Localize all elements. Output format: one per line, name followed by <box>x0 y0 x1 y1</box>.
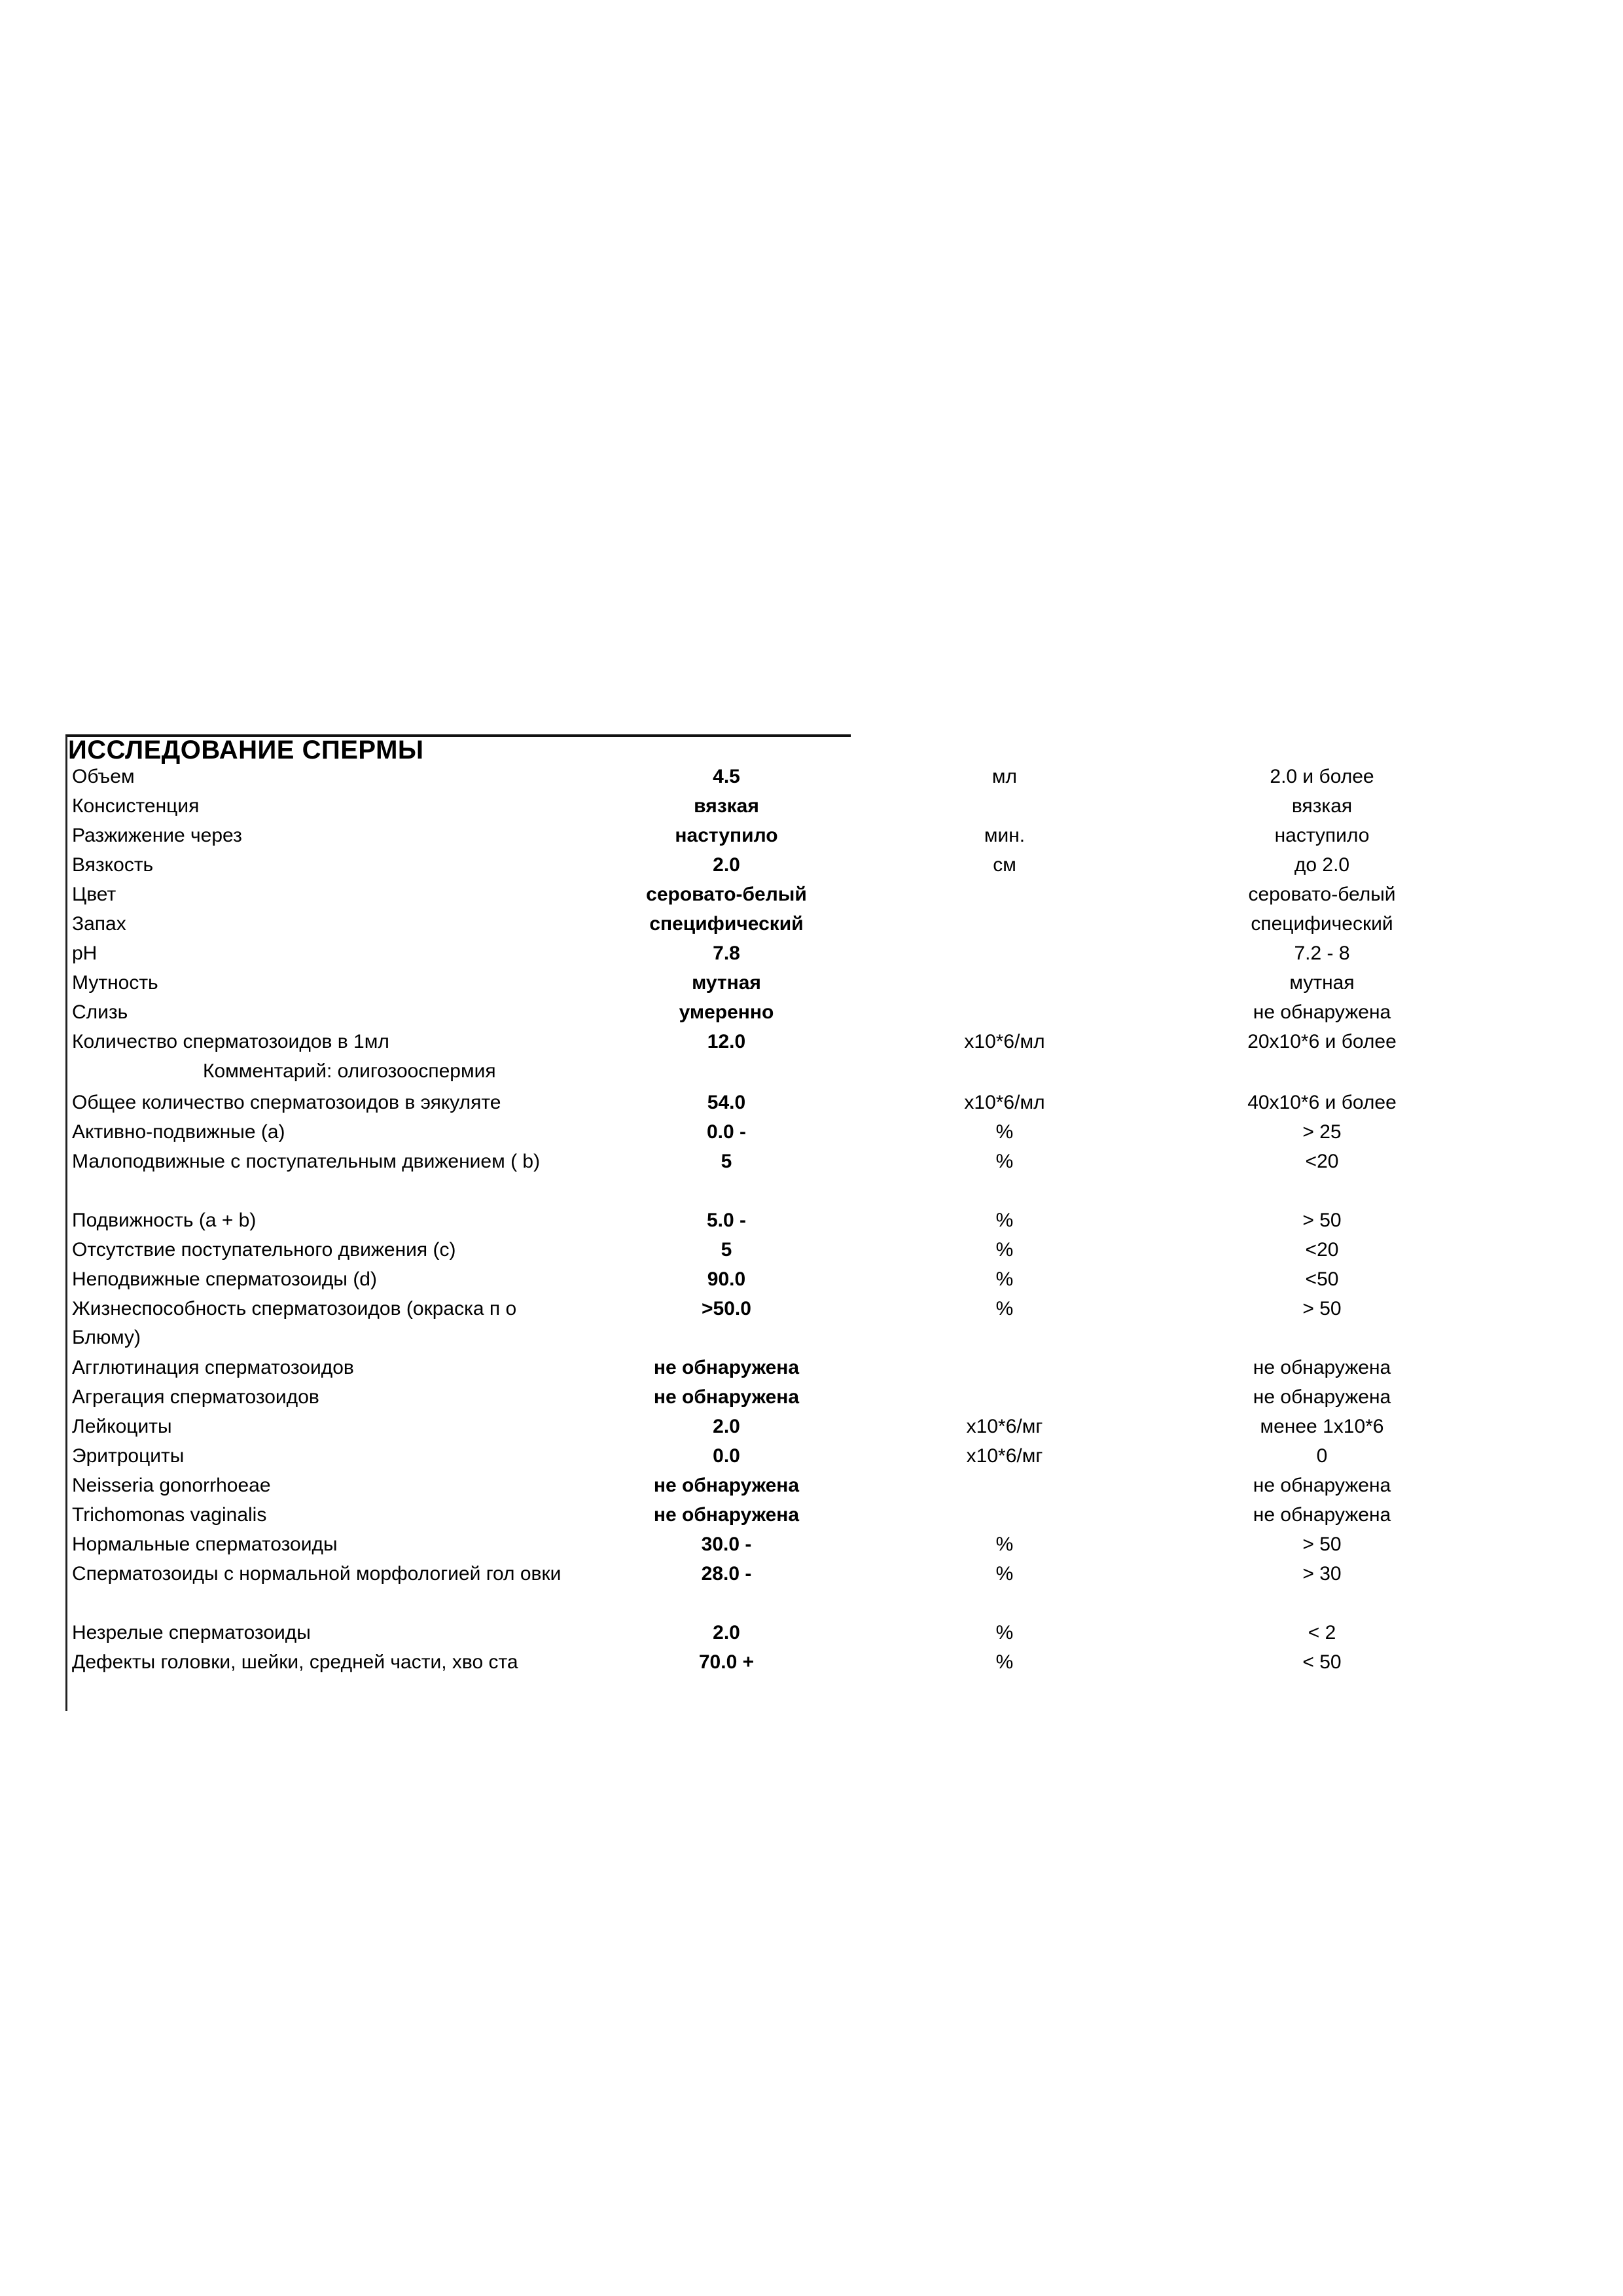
unit: % <box>995 1210 1014 1231</box>
parameter-name: Нормальные сперматозоиды <box>72 1534 338 1555</box>
parameter-name: Лейкоциты <box>72 1416 172 1437</box>
unit: мл <box>991 766 1018 787</box>
result-value: 28.0 - <box>701 1563 752 1585</box>
parameter-name: Запах <box>72 913 126 935</box>
parameter-name: pH <box>72 942 98 964</box>
unit: % <box>995 1151 1014 1172</box>
reference-range: <20 <box>1305 1151 1339 1172</box>
reference-range: не обнаружена <box>1253 1357 1391 1378</box>
parameter-name: Неподвижные сперматозоиды (d) <box>72 1268 377 1290</box>
parameter-name: Сперматозоиды с нормальной морфологией гол овки <box>72 1563 562 1585</box>
reference-range: 0 <box>1316 1445 1328 1467</box>
unit: см <box>993 854 1016 876</box>
result-value: 70.0 + <box>698 1651 755 1673</box>
reference-range: < 2 <box>1308 1622 1336 1643</box>
parameter-name: Незрелые сперматозоиды <box>72 1622 311 1643</box>
result-row <box>0 1295 1623 1347</box>
reference-range: серовато-белый <box>1248 884 1396 905</box>
reference-range: < 50 <box>1302 1651 1342 1673</box>
reference-range: 2.0 и более <box>1270 766 1374 787</box>
result-value: 4.5 <box>713 766 740 787</box>
unit: x10*6/мг <box>966 1445 1043 1467</box>
result-row <box>0 1147 1623 1200</box>
unit: % <box>995 1239 1014 1261</box>
reference-range: 40x10*6 и более <box>1247 1092 1397 1113</box>
parameter-name: Дефекты головки, шейки, средней части, хво ста <box>72 1651 518 1673</box>
parameter-name: Разжижение через <box>72 825 242 846</box>
parameter-name: Слизь <box>72 1001 128 1023</box>
parameter-name: Малоподвижные с поступательным движением ( b) <box>72 1151 541 1172</box>
report-title: ИССЛЕДОВАНИЕ СПЕРМЫ <box>68 736 424 764</box>
result-value: серовато-белый <box>646 884 807 905</box>
parameter-name: Вязкость <box>72 854 154 876</box>
reference-range: <20 <box>1305 1239 1339 1261</box>
result-value: умеренно <box>679 1001 774 1023</box>
unit: % <box>995 1268 1014 1290</box>
result-value: 2.0 <box>713 854 740 876</box>
reference-range: специфический <box>1251 913 1393 935</box>
result-value: 2.0 <box>713 1622 740 1643</box>
parameter-name: Эритроциты <box>72 1445 185 1467</box>
result-value: не обнаружена <box>653 1475 800 1496</box>
result-value: наступило <box>675 825 778 846</box>
result-value: 54.0 <box>707 1092 746 1113</box>
unit: % <box>995 1622 1014 1643</box>
parameter-name: Подвижность (a + b) <box>72 1210 257 1231</box>
reference-range: > 50 <box>1302 1534 1342 1555</box>
reference-range: не обнаружена <box>1253 1504 1391 1526</box>
result-value: мутная <box>692 972 761 994</box>
result-row <box>0 1560 1623 1612</box>
reference-range: мутная <box>1289 972 1355 994</box>
parameter-name: Trichomonas vaginalis <box>72 1504 267 1526</box>
parameter-name: Жизнеспособность сперматозоидов (окраска п о Блюму) <box>72 1298 517 1348</box>
parameter-name: Активно-подвижные (a) <box>72 1121 285 1143</box>
reference-range: до 2.0 <box>1294 854 1350 876</box>
parameter-name: Общее количество сперматозоидов в эякуляте <box>72 1092 501 1113</box>
result-row <box>0 1648 1623 1700</box>
parameter-name: Консистенция <box>72 795 200 817</box>
result-value: 2.0 <box>713 1416 740 1437</box>
parameter-name: Объем <box>72 766 135 787</box>
result-value: вязкая <box>694 795 759 817</box>
reference-range: > 50 <box>1302 1298 1342 1319</box>
reference-range: наступило <box>1274 825 1370 846</box>
parameter-name: Neisseria gonorrhoeae <box>72 1475 271 1496</box>
parameter-name: Цвет <box>72 884 116 905</box>
result-value: 7.8 <box>713 942 740 964</box>
result-value: 5.0 - <box>706 1210 747 1231</box>
result-value: 0.0 <box>713 1445 740 1467</box>
unit: x10*6/мг <box>966 1416 1043 1437</box>
reference-range: менее 1x10*6 <box>1260 1416 1384 1437</box>
unit: мин. <box>984 825 1026 846</box>
unit: % <box>995 1298 1014 1319</box>
result-value: 0.0 - <box>706 1121 747 1143</box>
result-value: специфический <box>649 913 804 935</box>
reference-range: > 30 <box>1302 1563 1342 1585</box>
reference-range: > 25 <box>1302 1121 1342 1143</box>
reference-range: <50 <box>1305 1268 1339 1290</box>
result-value: не обнаружена <box>653 1386 800 1408</box>
parameter-name: Агглютинация сперматозоидов <box>72 1357 354 1378</box>
parameter-name: Отсутствие поступательного движения (c) <box>72 1239 456 1261</box>
unit: % <box>995 1651 1014 1673</box>
reference-range: вязкая <box>1291 795 1353 817</box>
result-value: 5 <box>721 1239 732 1261</box>
unit: % <box>995 1534 1014 1555</box>
reference-range: не обнаружена <box>1253 1475 1391 1496</box>
reference-range: 20x10*6 и более <box>1247 1031 1397 1052</box>
reference-range: не обнаружена <box>1253 1386 1391 1408</box>
reference-range: > 50 <box>1302 1210 1342 1231</box>
parameter-name: Количество сперматозоидов в 1мл <box>72 1031 389 1052</box>
result-value: 30.0 - <box>701 1534 752 1555</box>
parameter-name: Мутность <box>72 972 158 994</box>
result-value: не обнаружена <box>653 1504 800 1526</box>
result-value: не обнаружена <box>653 1357 800 1378</box>
reference-range: 7.2 - 8 <box>1294 942 1350 964</box>
result-value: >50.0 <box>702 1298 751 1319</box>
unit: % <box>995 1121 1014 1143</box>
reference-range: не обнаружена <box>1253 1001 1391 1023</box>
result-value: 90.0 <box>707 1268 746 1290</box>
comment: Комментарий: олигозооспермия <box>203 1060 496 1082</box>
unit: % <box>995 1563 1014 1585</box>
unit: x10*6/мл <box>964 1092 1045 1113</box>
result-value: 5 <box>721 1151 732 1172</box>
result-value: 12.0 <box>707 1031 746 1052</box>
unit: x10*6/мл <box>964 1031 1045 1052</box>
parameter-name: Агрегация сперматозоидов <box>72 1386 319 1408</box>
